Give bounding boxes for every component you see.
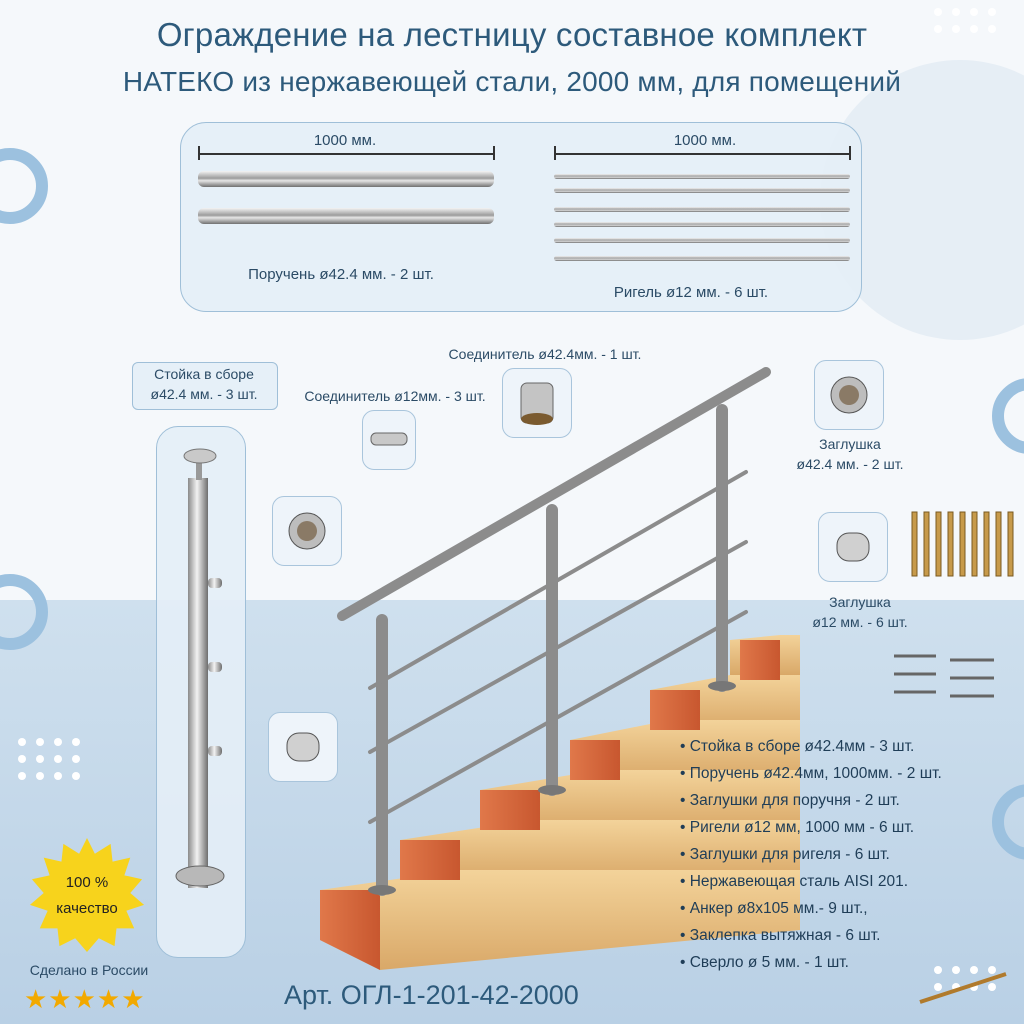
connector-12-label: Соединитель ø12мм. - 3 шт. — [304, 388, 486, 404]
spec-item: • Ригели ø12 мм, 1000 мм - 6 шт. — [680, 814, 942, 841]
handrail-rod-1 — [198, 171, 494, 187]
spec-item: • Сверло ø 5 мм. - 1 шт. — [680, 949, 942, 976]
article-number: Арт. ОГЛ-1-201-42-2000 — [284, 980, 579, 1010]
handrail-dimension-line — [198, 153, 494, 155]
made-in-russia: Сделано в России — [29, 962, 149, 978]
rail-dimension-line — [554, 153, 850, 155]
spec-item: • Анкер ø8х105 мм.- 9 шт., — [680, 895, 942, 922]
connector-42-label: Соединитель ø42.4мм. - 1 шт. — [448, 346, 642, 362]
rail-dimension: 1000 мм. — [673, 132, 737, 149]
spec-item: • Заглушки для ригеля - 6 шт. — [680, 841, 942, 868]
cap-42-label-line-1: Заглушка — [819, 436, 881, 452]
spec-item: • Заглушки для поручня - 2 шт. — [680, 787, 942, 814]
decor-dots-left — [18, 738, 81, 780]
badge-line-1: 100 % — [65, 874, 109, 891]
handrail-dimension: 1000 мм. — [313, 132, 377, 149]
rail-rod-2 — [554, 188, 850, 193]
rail-rod-1 — [554, 174, 850, 179]
post-illustration — [156, 426, 244, 956]
cap-12-tile — [818, 512, 888, 582]
post-label-line-1: Стойка в сборе — [154, 366, 254, 382]
rivets-icon — [890, 646, 1002, 704]
title-line-2: НАТЕКО из нержавеющей стали, 2000 мм, для помещений — [122, 66, 902, 97]
spec-item: • Нержавеющая сталь AISI 201. — [680, 868, 942, 895]
cap-12-icon — [819, 513, 887, 581]
cap-12-label-line-1: Заглушка — [829, 594, 891, 610]
drill-bit-icon — [916, 968, 1012, 1008]
handrail-label: Поручень ø42.4 мм. - 2 шт. — [248, 266, 434, 283]
rail-rod-5 — [554, 238, 850, 243]
cap-42-icon — [815, 361, 883, 429]
decor-ring-left — [0, 148, 48, 224]
spec-item: • Заклепка вытяжная - 6 шт. — [680, 922, 942, 949]
rail-rod-6 — [554, 256, 850, 261]
rating-stars-icon: ★★★★★ — [24, 984, 146, 1014]
anchor-bolts-icon — [908, 506, 1020, 584]
spec-item: • Поручень ø42.4мм, 1000мм. - 2 шт. — [680, 760, 942, 787]
post-label-line-2: ø42.4 мм. - 3 шт. — [150, 386, 258, 402]
cap-42-tile — [814, 360, 884, 430]
decor-ring-right — [992, 378, 1024, 454]
badge-line-2: качество — [56, 900, 118, 917]
cap-42-label-line-2: ø42.4 мм. - 2 шт. — [796, 456, 904, 472]
cap-12-label-line-2: ø12 мм. - 6 шт. — [812, 614, 908, 630]
rail-rod-4 — [554, 222, 850, 227]
spec-item: • Стойка в сборе ø42.4мм - 3 шт. — [680, 733, 942, 760]
spec-list — [680, 733, 942, 976]
title-line-1: Ограждение на лестницу составное комплект — [156, 16, 868, 53]
rail-label: Ригель ø12 мм. - 6 шт. — [613, 284, 769, 301]
handrail-rod-2 — [198, 208, 494, 224]
rail-rod-3 — [554, 207, 850, 212]
quality-seal-icon — [28, 836, 146, 954]
